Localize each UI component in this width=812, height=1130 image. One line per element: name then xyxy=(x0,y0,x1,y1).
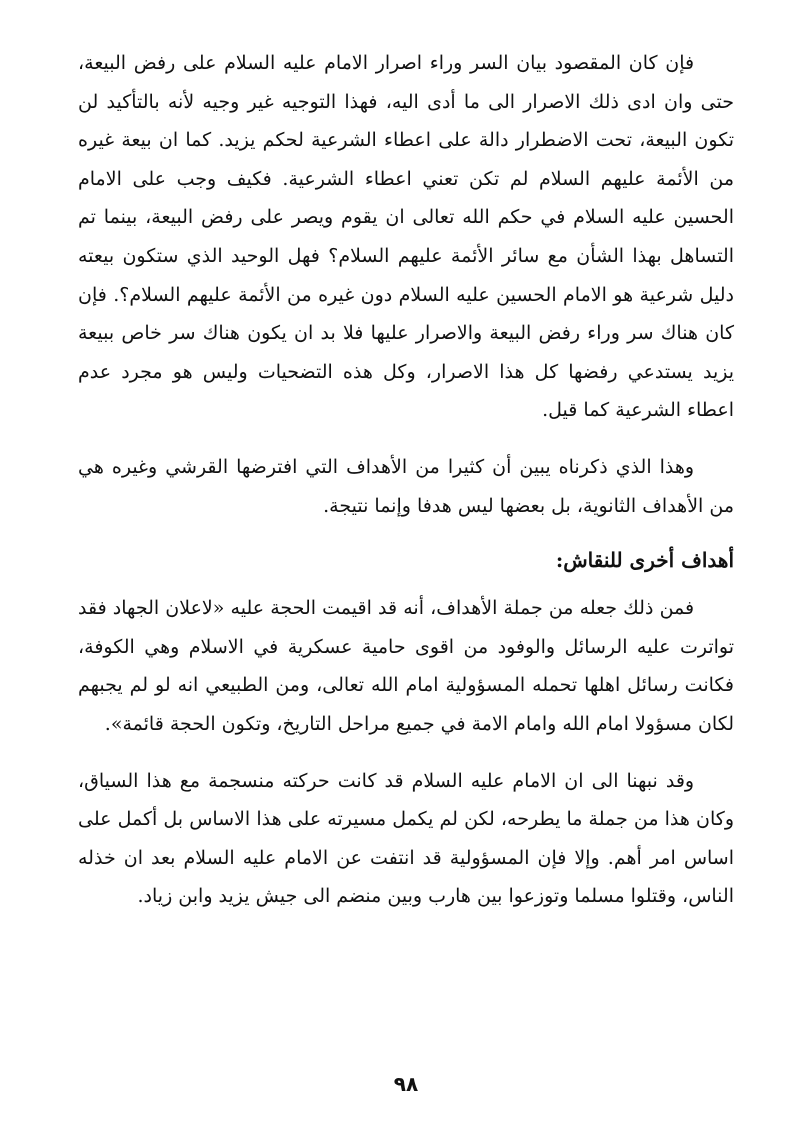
page-number: ٩٨ xyxy=(393,1072,419,1096)
paragraph-1: فإن كان المقصود بيان السر وراء اصرار الامام عليه السلام على رفض البيعة، حتى وان ادى ذلك الاصرار الى ما أدى اليه، فهذا التوجيه غير وجيه لأنه بالتأكيد لن تكون البيعة، تحت الاضطرار دالة على اعطاء الشرعية لحكم يزيد. كما ان بيعة غيره من الأئمة عليهم السلام لم تكن تعني اعطاء الشرعية. فكيف وجب على الامام الحسين عليه السلام في حكم الله تعالى ان يقوم ويصر على رفض البيعة، بينما تم التساهل بهذا الشأن مع سائر الأئمة عليهم السلام؟ فهل الوحيد الذي ستكون بيعته دليل شرعية هو الامام الحسين عليه السلام دون غيره من الأئمة عليهم السلام؟. فإن كان هناك سر وراء رفض البيعة والاصرار عليها فلا بد ان يكون هناك سر خاص ببيعة يزيد يستدعي رفضها كل هذا الاصرار، وكل هذه التضحيات وليس هو مجرد عدم اعطاء الشرعية كما قيل. xyxy=(78,52,734,422)
page-body xyxy=(78,44,734,916)
paragraph-4: وقد نبهنا الى ان الامام عليه السلام قد كانت حركته منسجمة مع هذا السياق، وكان هذا من جملة ما يطرحه، لكن لم يكمل مسيرته على هذا الاساس بل أكمل على اساس امر أهم. وإلا فإن المسؤولية قد انتفت عن الامام عليه السلام بعد ان خذله الناس، وقتلوا مسلما وتوزعوا بين هارب وبين منضم الى جيش يزيد وابن زياد. xyxy=(78,769,734,908)
paragraph-3: فمن ذلك جعله من جملة الأهداف، أنه قد اقيمت الحجة عليه «لاعلان الجهاد فقد تواترت عليه الرسائل والوفود من اقوى حامية عسكرية في الاسلام وهي الكوفة، فكانت رسائل اهلها تحمله المسؤولية امام الله تعالى، ومن الطبيعي انه لو لم يجبهم لكان مسؤولا امام الله وامام الامة في جميع مراحل التاريخ، وتكون الحجة قائمة». xyxy=(78,597,734,735)
paragraph-2: وهذا الذي ذكرناه يبين أن كثيرا من الأهداف التي افترضها القرشي وغيره هي من الأهداف الثانوية، بل بعضها ليس هدفا وإنما نتيجة. xyxy=(78,455,734,517)
section-heading: أهداف أخرى للنقاش: xyxy=(555,548,734,573)
